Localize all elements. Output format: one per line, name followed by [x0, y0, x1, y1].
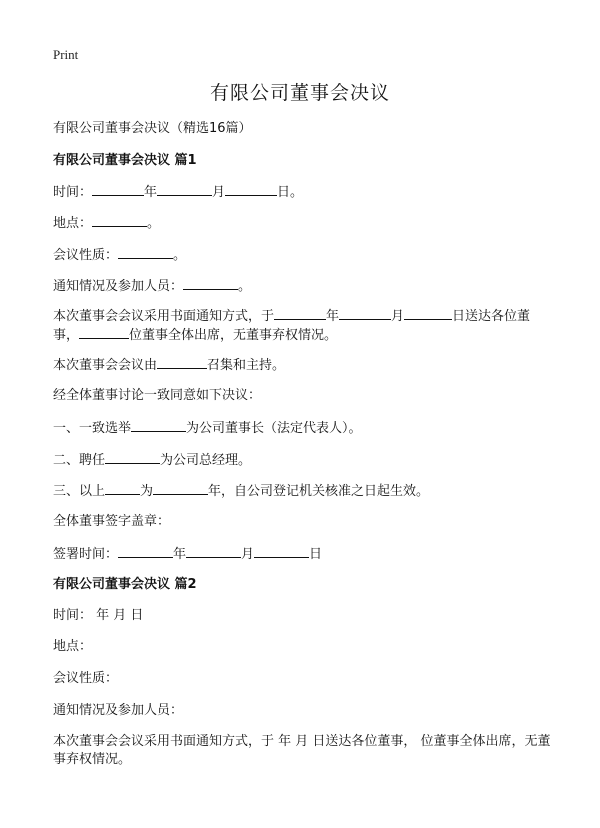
- meeting-time-line: [53, 183, 303, 201]
- signature-line: 全体董事签字盖章：: [53, 514, 171, 529]
- s2-attendance-line: 通知情况及参加人员：: [53, 703, 184, 718]
- director-count-blank: [79, 326, 129, 339]
- convene-part2: 召集和主持。: [207, 358, 286, 373]
- print-link[interactable]: Print: [53, 47, 79, 62]
- agree-line: 经全体董事讨论一致同意如下决议：: [53, 388, 262, 403]
- sign-year: 年: [173, 547, 187, 562]
- resolution-3: [53, 482, 429, 500]
- section-heading-1: 有限公司董事会决议 篇1: [53, 153, 197, 168]
- attendance-blank: [183, 277, 238, 290]
- sign-month-blank: [186, 545, 241, 558]
- nature-end: 。: [173, 248, 187, 263]
- term-years-blank: [153, 482, 208, 495]
- sign-year-blank: [118, 545, 173, 558]
- s2-notice-paragraph: 本次董事会会议采用书面通知方式，于 年 月 日送达各位董事， 位董事全体出席，无董事弃权情况。: [53, 734, 551, 767]
- month-text: 月: [212, 185, 226, 200]
- attendance-label: 通知情况及参加人员：: [53, 279, 184, 294]
- nature-blank: [118, 246, 173, 259]
- notice-year-blank: [274, 307, 326, 320]
- year-blank: [92, 183, 144, 196]
- convener-blank: [157, 356, 207, 369]
- convene-part1: 本次董事会会议由: [53, 358, 158, 373]
- sign-time-label: 签署时间：: [53, 547, 119, 562]
- term-subject-blank: [105, 482, 140, 495]
- notice-part3: 位董事全体出席，无董事弃权情况。: [129, 328, 338, 343]
- res3-part1: 三、以上: [53, 484, 106, 499]
- notice-month-blank: [339, 307, 391, 320]
- sign-time-line: [53, 545, 322, 563]
- s2-place-line: 地点：: [53, 639, 93, 654]
- month-blank: [157, 183, 212, 196]
- sign-day-blank: [254, 545, 309, 558]
- s2-time-line: 时间： 年 月 日: [53, 608, 144, 623]
- res3-part3: 年，自公司登记机关核准之日起生效。: [208, 484, 430, 499]
- notice-part2: 日送达各位董事，: [53, 309, 531, 343]
- place-label: 地点：: [53, 216, 93, 231]
- notice-paragraph: [53, 307, 553, 345]
- s2-nature-line: 会议性质：: [53, 671, 119, 686]
- convene-line: [53, 356, 285, 374]
- notice-year: 年: [326, 309, 340, 324]
- chairman-blank: [131, 419, 186, 432]
- time-label: 时间：: [53, 185, 93, 200]
- section-heading-2: 有限公司董事会决议 篇2: [53, 577, 197, 592]
- year-text: 年: [144, 185, 158, 200]
- res3-part2: 为: [140, 484, 154, 499]
- meeting-place-line: [53, 214, 160, 232]
- res2-part2: 为公司总经理。: [160, 453, 252, 468]
- day-text: 日。: [277, 185, 304, 200]
- resolution-1: [53, 419, 362, 437]
- subtitle: 有限公司董事会决议（精选16篇）: [53, 121, 252, 136]
- nature-label: 会议性质：: [53, 248, 119, 263]
- meeting-nature-line: [53, 246, 186, 264]
- day-blank: [225, 183, 277, 196]
- place-blank: [92, 214, 147, 227]
- notice-part1: 本次董事会会议采用书面通知方式，于: [53, 309, 275, 324]
- sign-month: 月: [241, 547, 255, 562]
- res2-part1: 二、聘任: [53, 453, 106, 468]
- notice-month: 月: [391, 309, 405, 324]
- page-title: 有限公司董事会决议: [209, 82, 390, 104]
- resolution-2: [53, 451, 251, 469]
- res1-part1: 一、一致选举: [53, 421, 132, 436]
- sign-day: 日: [309, 547, 323, 562]
- attendance-end: 。: [238, 279, 252, 294]
- attendance-line: [53, 277, 251, 295]
- manager-blank: [105, 451, 160, 464]
- place-end: 。: [147, 216, 161, 231]
- res1-part2: 为公司董事长（法定代表人）。: [186, 421, 362, 436]
- notice-day-blank: [404, 307, 452, 320]
